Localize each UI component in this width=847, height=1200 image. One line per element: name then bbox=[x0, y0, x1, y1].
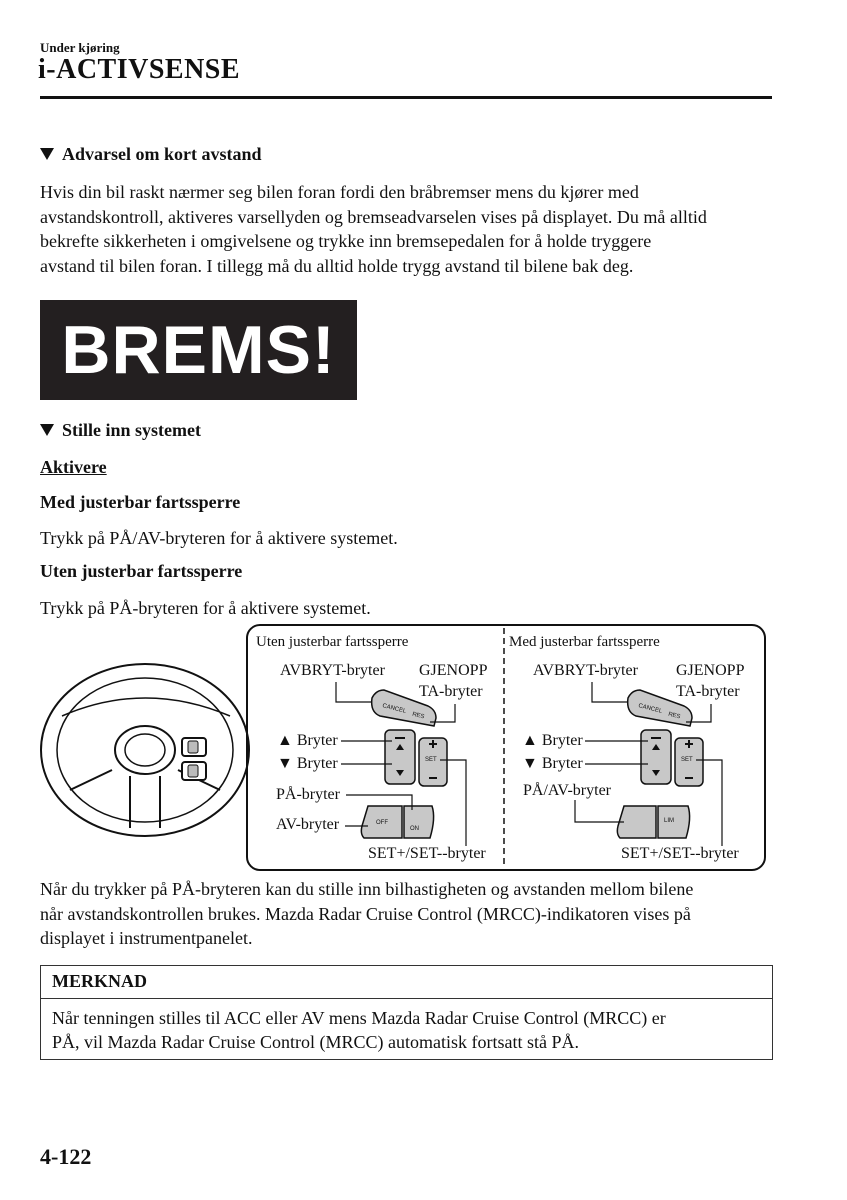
right-onoff-lim-switch bbox=[617, 806, 689, 838]
left-set-switch-block bbox=[385, 730, 447, 786]
left-cancel-label: AVBRYT-bryter bbox=[280, 662, 385, 679]
left-btn-cancel: CANCEL bbox=[381, 703, 407, 715]
right-btn-lim: LIM bbox=[664, 818, 675, 824]
right-up-label: ▲ Bryter bbox=[522, 732, 583, 749]
up-triangle-icon: ▲ bbox=[277, 732, 293, 749]
warning-paragraph: Hvis din bil raskt nærmer seg bilen foran fordi den bråbremser mens du kjører med avstandskontroll, aktiveres varsellyden og bremseadvarselen vises på displayet. Du må alltid bekrefte sikkerheten i omgivelsene og trykke inn bremsepedalen for å holde tryggere avstand til bilen foran. I tillegg må du alltid holde trygg avstand til bilene bak deg. bbox=[40, 182, 707, 276]
with-limiter-text: Trykk på PÅ/AV-bryteren for å aktivere systemet. bbox=[40, 528, 398, 548]
left-resume-label-1: GJENOPP bbox=[419, 662, 488, 679]
left-btn-on: ON bbox=[410, 826, 419, 832]
right-btn-cancel: CANCEL bbox=[637, 703, 663, 715]
right-cancel-label: AVBRYT-bryter bbox=[533, 662, 638, 679]
left-on-label: PÅ-bryter bbox=[276, 786, 340, 803]
warning-heading: Advarsel om kort avstand bbox=[40, 144, 262, 165]
left-onoff-switch bbox=[361, 806, 433, 838]
right-set-switch-block bbox=[641, 730, 703, 786]
right-set-label: SET+/SET--bryter bbox=[621, 845, 739, 862]
left-btn-off: OFF bbox=[376, 820, 388, 826]
down-triangle-icon: ▼ bbox=[522, 755, 538, 772]
without-limiter-heading: Uten justerbar fartssperre bbox=[40, 561, 243, 581]
left-resume-label-2: TA-bryter bbox=[419, 683, 483, 700]
right-resume-label-2: TA-bryter bbox=[676, 683, 740, 700]
right-btn-set: SET bbox=[681, 757, 693, 763]
with-limiter-heading: Med justerbar fartssperre bbox=[40, 492, 241, 512]
left-panel-title: Uten justerbar fartssperre bbox=[256, 634, 409, 650]
activate-heading: Aktivere bbox=[40, 457, 107, 477]
right-panel-title: Med justerbar fartssperre bbox=[509, 634, 660, 650]
page-number: 4-122 bbox=[40, 1144, 92, 1169]
brake-warning-text: BREMS! bbox=[61, 312, 336, 388]
steering-wheel-illustration bbox=[41, 664, 249, 836]
setup-heading: Stille inn systemet bbox=[40, 420, 201, 441]
after-diagram-paragraph: Når du trykker på PÅ-bryteren kan du stille inn bilhastigheten og avstanden mellom bilene når avstandskontrollen brukes. Mazda Radar Cruise Control (MRCC)-indikatoren vises på displayet i instrumentpanelet. bbox=[40, 879, 694, 948]
left-btn-set: SET bbox=[425, 757, 437, 763]
left-up-label: ▲ Bryter bbox=[277, 732, 338, 749]
up-triangle-icon: ▲ bbox=[522, 732, 538, 749]
chapter-title: i-ACTIVSENSE bbox=[38, 54, 241, 85]
note-title: MERKNAD bbox=[52, 971, 147, 991]
right-onoff-label: PÅ/AV-bryter bbox=[523, 782, 612, 799]
left-set-label: SET+/SET--bryter bbox=[368, 845, 486, 862]
right-resume-label-1: GJENOPP bbox=[676, 662, 745, 679]
right-btn-res: RES bbox=[667, 711, 681, 721]
section-label: Under kjøring bbox=[40, 40, 120, 55]
left-off-label: AV-bryter bbox=[276, 816, 340, 833]
right-down-label: ▼ Bryter bbox=[522, 755, 583, 772]
note-header bbox=[41, 966, 772, 999]
left-btn-res: RES bbox=[411, 711, 425, 721]
left-down-label: ▼ Bryter bbox=[277, 755, 338, 772]
note-text: Når tenningen stilles til ACC eller AV mens Mazda Radar Cruise Control (MRCC) er PÅ, vil Mazda Radar Cruise Control (MRCC) automatisk fortsatt stå PÅ. bbox=[52, 1008, 666, 1052]
down-triangle-icon: ▼ bbox=[277, 755, 293, 772]
without-limiter-text: Trykk på PÅ-bryteren for å aktivere systemet. bbox=[40, 598, 371, 618]
